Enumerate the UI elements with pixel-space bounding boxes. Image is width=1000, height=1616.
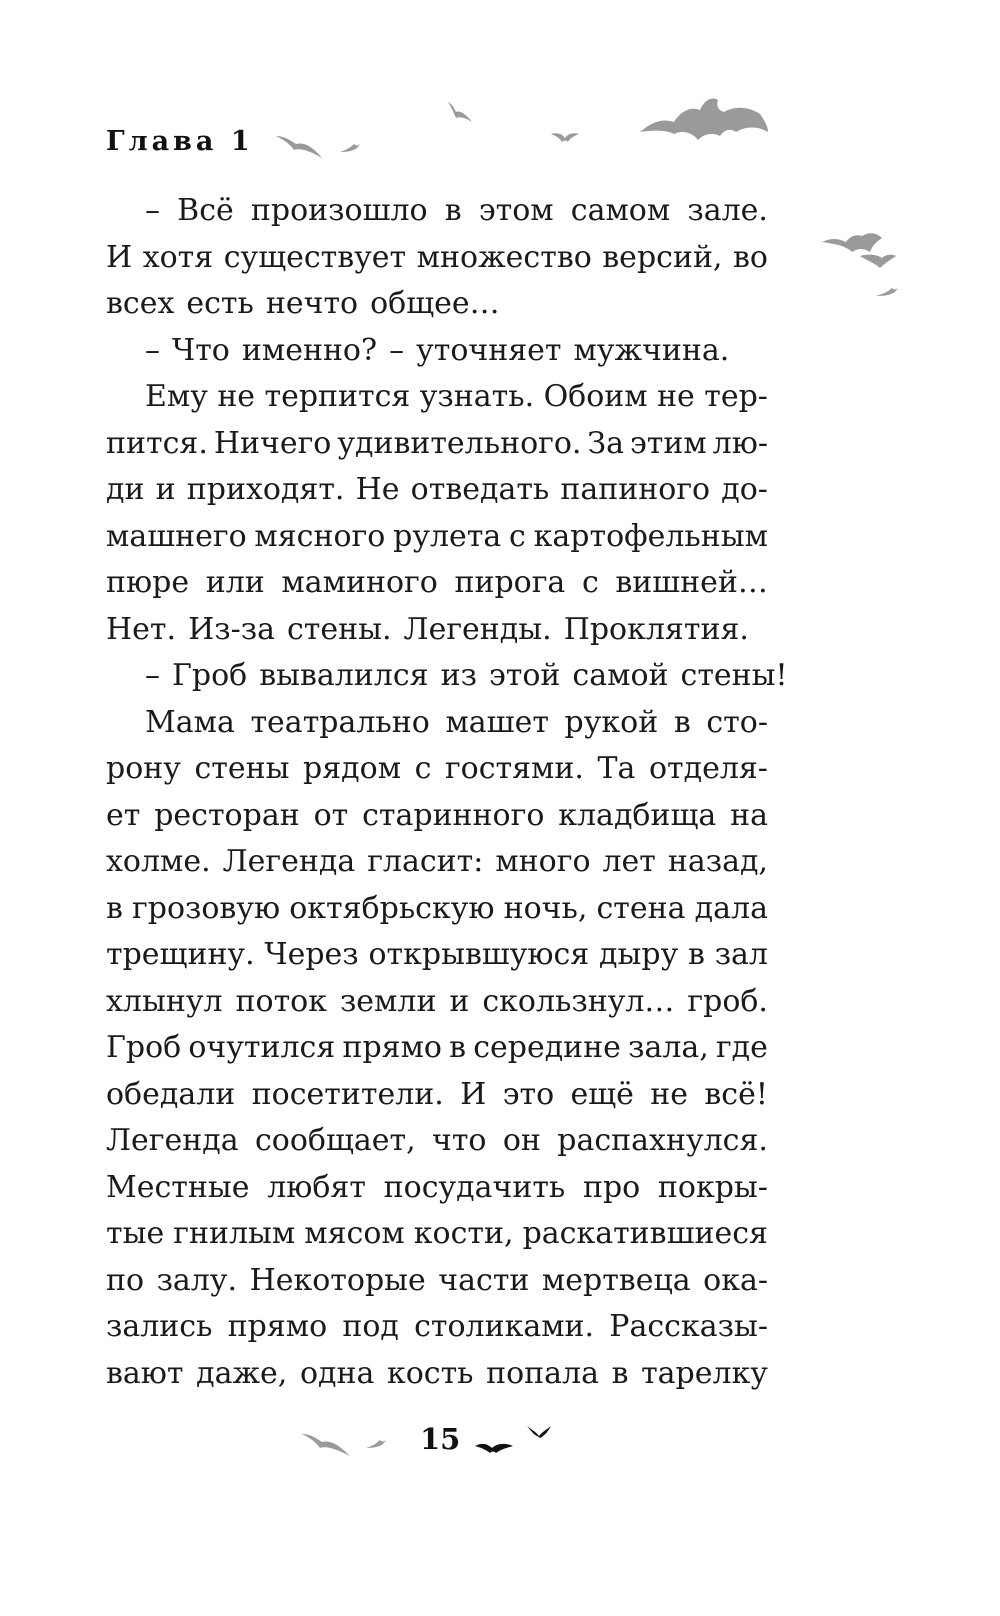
text-line: по залу. Некоторые части мертвеца ока- [106,1262,768,1298]
text-line: обедали посетители. И это ещё не всё! [106,1076,768,1112]
text-line: зались прямо под столиками. Рассказы- [106,1309,768,1344]
text-line: хлынул поток земли и скользнул… гроб. [106,983,768,1019]
bat-icon [274,132,324,162]
text-line: всех есть нечто общее… [106,286,500,321]
page-number: 15 [420,1422,461,1456]
bat-icon [300,1430,352,1460]
text-line: машнего мясного рулета с картофельным [106,518,768,554]
bat-icon [474,1438,514,1454]
text-line: – Всё произошло в этом самом зале. [145,193,768,228]
text-line: – Что именно? – уточняет мужчина. [145,332,730,368]
text-line: ет ресторан от старинного кладбища на [106,797,768,833]
bat-icon [820,228,898,270]
bat-icon [338,140,362,156]
text-line: Гроб очутился прямо в середине зала, где [106,1030,768,1065]
text-line: И хотя существует множество версий, во [106,239,768,275]
text-line: пюре или маминого пирога с вишней… [106,565,768,600]
bat-icon [550,128,580,144]
text-line: тые гнилым мясом кости, раскатившиеся [106,1216,768,1251]
bat-icon [638,92,770,154]
text-line: Легенда сообщает, что он распахнулся. [106,1123,768,1158]
bat-icon [874,284,900,300]
text-line: холме. Легенда гласит: много лет назад, [106,844,768,879]
text-line: Ему не терпится узнать. Обоим не тер- [145,379,768,414]
text-line: вают даже, одна кость попала в тарелку [106,1355,768,1391]
bat-icon [526,1424,552,1440]
text-line: трещину. Через открывшуюся дыру в зал [106,937,768,972]
text-line: Местные любят посудачить про покры- [106,1169,768,1205]
text-line: Нет. Из-за стены. Легенды. Проклятия. [106,611,749,647]
bat-icon [364,1436,388,1452]
text-line: – Гроб вывалился из этой самой стены! [145,658,788,693]
text-line: рону стены рядом с гостями. Та отделя- [106,751,768,786]
text-line: пится. Ничего удивительного. За этим лю- [106,425,768,461]
chapter-heading: Глава 1 [106,126,254,157]
text-line: ди и приходят. Не отведать папиного до- [106,472,768,507]
text-line: Мама театрально машет рукой в сто- [145,704,768,740]
body-text [106,188,788,1397]
bat-icon [446,100,474,126]
text-line: в грозовую октябрьскую ночь, стена дала [106,890,768,926]
